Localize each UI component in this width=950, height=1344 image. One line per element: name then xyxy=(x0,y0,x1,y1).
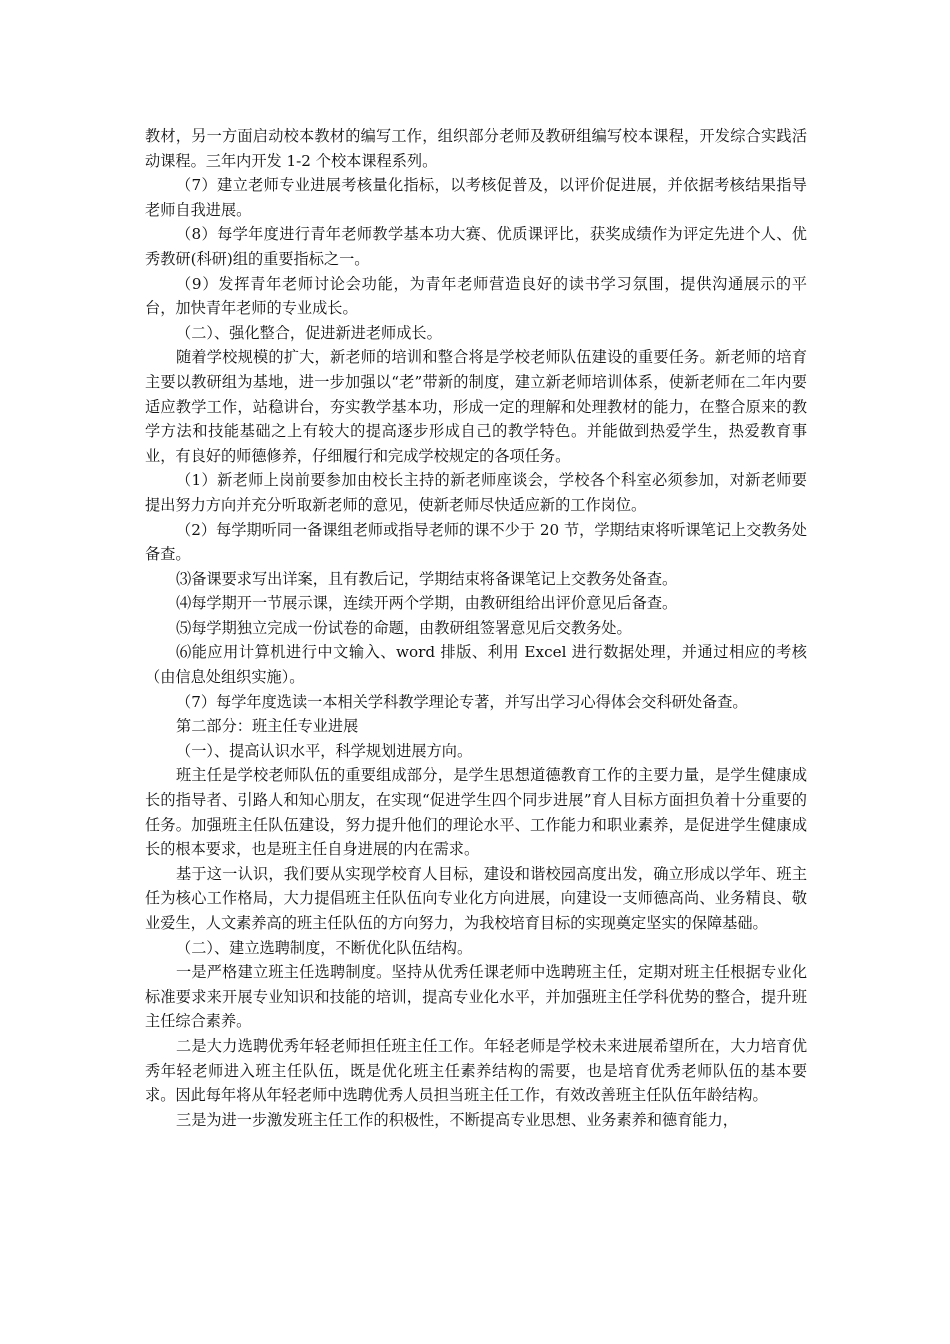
paragraph-item-8-competition: （8）每学年度进行青年老师教学基本功大赛、优质课评比，获奖成绩作为评定先进个人、优秀教研(科研)组的重要指标之一。 xyxy=(145,225,807,268)
paragraph-based-on-awareness: 基于这一认识，我们要从实现学校育人目标，建设和谐校园高度出发，确立形成以学年、班主任为核心工作格局，大力提倡班主任队伍向专业化方向进展，向建设一支师德高尚、业务精良、敬业爱生，人文素养高的班主任队伍的方向努力，为我校培育目标的实现奠定坚实的保障基础。 xyxy=(145,864,807,932)
paragraph-selection-3: 三是为进一步激发班主任工作的积极性，不断提高专业思想、业务素养和德育能力， xyxy=(176,1110,738,1129)
paragraph-item-9-seminar: （9）发挥青年老师讨论会功能，为青年老师营造良好的读书学习氛围，提供沟通展示的平台，加快青年老师的专业成长。 xyxy=(145,274,807,318)
paragraph-new-item-3: ⑶备课要求写出详案，且有教后记，学期结束将备课笔记上交教务处备查。 xyxy=(176,569,678,588)
section-heading-integration: （二）、强化整合，促进新进老师成长。 xyxy=(176,323,442,342)
paragraph-head-teacher-role: 班主任是学校老师队伍的重要组成部分，是学生思想道德教育工作的主要力量，是学生健康成长的指导者、引路人和知心朋友，在实现“促进学生四个同步进展”育人目标方面担负着十分重要的任务。加强班主任队伍建设，努力提升他们的理论水平、工作能力和职业素养，是促进学生健康成长的根本要求，也是班主任自身进展的内在需求。 xyxy=(145,766,807,859)
paragraph-new-item-4: ⑷每学期开一节展示课，连续开两个学期，由教研组给出评价意见后备查。 xyxy=(176,594,678,613)
paragraph-new-item-2: （2）每学期听同一备课组老师或指导老师的课不少于 20 节，学期结束将听课笔记上交教务处备查。 xyxy=(145,520,807,564)
part-two-heading: 第二部分：班主任专业进展 xyxy=(176,717,359,736)
document-page xyxy=(145,124,807,1132)
section-heading-selection: （二）、建立选聘制度，不断优化队伍结构。 xyxy=(176,938,473,957)
section-heading-awareness: （一）、提高认识水平，科学规划进展方向。 xyxy=(176,741,473,760)
paragraph-new-item-5: ⑸每学期独立完成一份试卷的命题，由教研组签署意见后交教务处。 xyxy=(176,618,632,637)
paragraph-selection-1: 一是严格建立班主任选聘制度。坚持从优秀任课老师中选聘班主任，定期对班主任根据专业化标准要求来开展专业知识和技能的培训，提高专业化水平，并加强班主任学科优势的整合，提升班主任综合素养。 xyxy=(145,963,807,1031)
paragraph-item-7-assessment: （7）建立老师专业进展考核量化指标，以考核促普及，以评价促进展，并依据考核结果指导老师自我进展。 xyxy=(145,176,807,219)
paragraph-new-item-6: ⑹能应用计算机进行中文输入、word 排版、利用 Excel 进行数据处理，并通过相应的考核（由信息处组织实施）。 xyxy=(145,643,807,687)
paragraph-selection-2: 二是大力选聘优秀年轻老师担任班主任工作。年轻老师是学校未来进展希望所在，大力培育优秀年轻老师进入班主任队伍，既是优化班主任素养结构的需要，也是培育优秀老师队伍的基本要求。因此每年将从年轻老师中选聘优秀人员担当班主任工作，有效改善班主任队伍年龄结构。 xyxy=(145,1036,807,1105)
paragraph-new-teacher-training: 随着学校规模的扩大，新老师的培训和整合将是学校老师队伍建设的重要任务。新老师的培育主要以教研组为基地，进一步加强以“老”带新的制度，建立新老师培训体系，使新老师在二年内要适应教学工作，站稳讲台，夯实教学基本功，形成一定的理解和处理教材的能力，在整合原来的教学方法和技能基础之上有较大的提高逐步形成自己的教学特色。并能做到热爱学生，热爱教育事业，有良好的师德修养，仔细履行和完成学校规定的各项任务。 xyxy=(145,348,807,465)
paragraph-continuation: 教材，另一方面启动校本教材的编写工作，组织部分老师及教研组编写校本课程，开发综合实践活动课程。三年内开发 1-2 个校本课程系列。 xyxy=(145,127,807,170)
paragraph-new-item-1: （1）新老师上岗前要参加由校长主持的新老师座谈会，学校各个科室必须参加，对新老师要提出努力方向并充分听取新老师的意见，使新老师尽快适应新的工作岗位。 xyxy=(145,471,807,514)
paragraph-new-item-7: （7）每学年度选读一本相关学科教学理论专著，并写出学习心得体会交科研处备查。 xyxy=(176,692,748,711)
